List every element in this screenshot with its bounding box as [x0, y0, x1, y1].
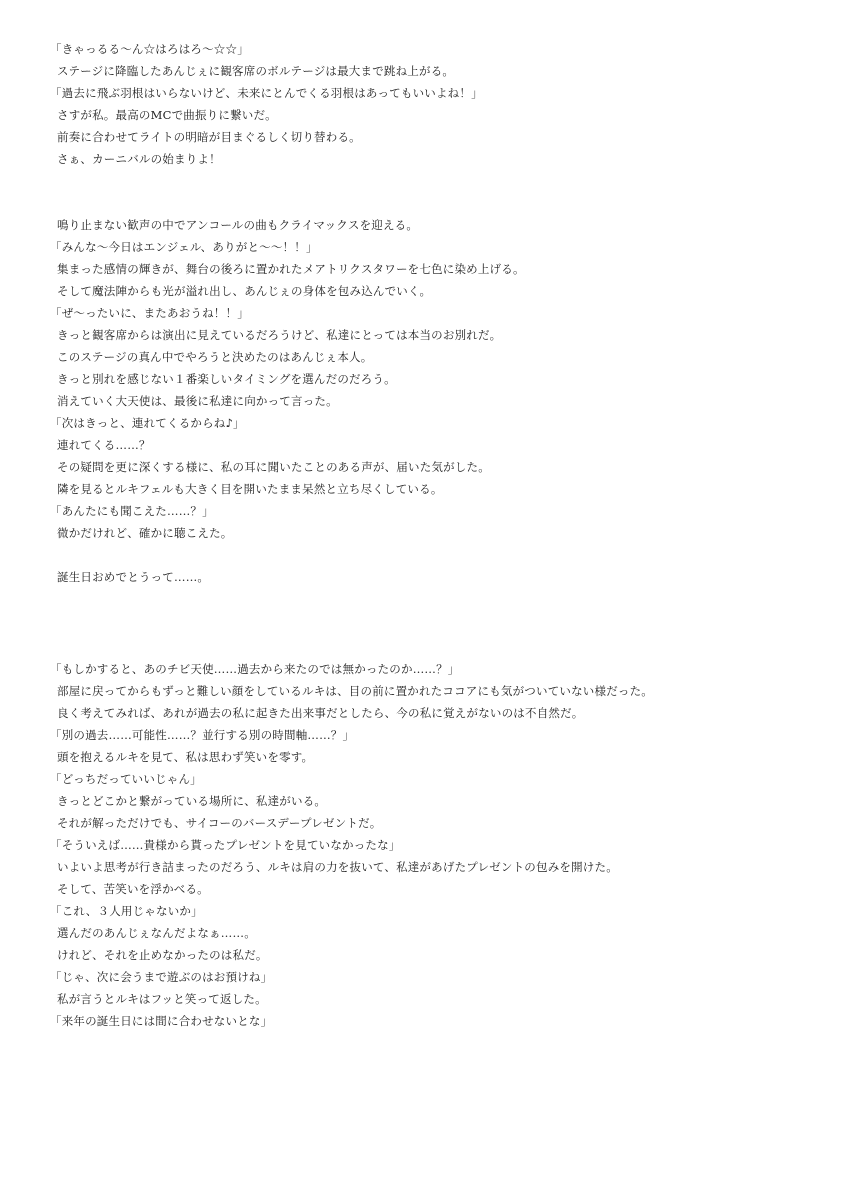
- narration-line: けれど、それを止めなかったのは私だ。: [57, 948, 268, 962]
- narration-line: そして、苦笑いを浮かべる。: [57, 882, 209, 896]
- dialogue-line: 「そういえば……貴様から貰ったプレゼントを見ていなかったな」: [50, 838, 401, 852]
- narration-line: それが解っただけでも、サイコーのバースデープレゼントだ。: [57, 816, 382, 830]
- narration-line: このステージの真ん中でやろうと決めたのはあんじぇ本人。: [57, 350, 373, 364]
- narration-line: 誕生日おめでとうって……。: [57, 570, 210, 584]
- dialogue-line: 「過去に飛ぶ羽根はいらないけど、未来にとんでくる羽根はあってもいいよね！」: [50, 86, 483, 100]
- narration-line: さすが私。最高のMCで曲振りに繋いだ。: [57, 108, 277, 122]
- dialogue-line: 「あんたにも聞こえた……？」: [50, 504, 214, 518]
- dialogue-line: 「別の過去……可能性……？並行する別の時間軸……？」: [50, 728, 355, 742]
- narration-line: そして魔法陣からも光が溢れ出し、あんじぇの身体を包み込んでいく。: [57, 284, 432, 298]
- narration-line: きっとどこかと繋がっている場所に、私達がいる。: [57, 794, 327, 808]
- narration-line: 連れてくる……？: [57, 438, 151, 452]
- narration-line: 私が言うとルキはフッと笑って返した。: [57, 992, 267, 1006]
- story-section-1: [50, 38, 810, 170]
- narration-line: さぁ、カーニバルの始まりよ！: [57, 152, 221, 166]
- narration-line: ステージに降臨したあんじぇに観客席のボルテージは最大まで跳ね上がる。: [57, 64, 455, 78]
- narration-line: 鳴り止まない歓声の中でアンコールの曲もクライマックスを迎える。: [57, 218, 419, 232]
- dialogue-line: 「ぜ〜ったいに、またあおうね！！」: [50, 306, 249, 320]
- dialogue-line: 「来年の誕生日には間に合わせないとな」: [50, 1014, 273, 1028]
- narration-line: 隣を見るとルキフェルも大きく目を開いたまま呆然と立ち尽くしている。: [57, 482, 443, 496]
- blank-line: [50, 544, 810, 566]
- narration-line: きっと観客席からは演出に見えているだろうけど、私達にとっては本当のお別れだ。: [57, 328, 502, 342]
- narration-line: 選んだのあんじぇなんだよなぁ……。: [57, 926, 256, 940]
- story-section-2: [50, 214, 810, 588]
- narration-line: きっと別れを感じない１番楽しいタイミングを選んだのだろう。: [57, 372, 396, 386]
- narration-line: 微かだけれど、確かに聴こえた。: [57, 526, 233, 540]
- dialogue-line: 「どっちだっていいじゃん」: [50, 772, 202, 786]
- dialogue-line: 「みんな〜今日はエンジェル、ありがと〜〜！！」: [50, 240, 318, 254]
- narration-line: 集まった感情の輝きが、舞台の後ろに置かれたメアトリクスタワーを七色に染め上げる。: [57, 262, 525, 276]
- narration-line: 前奏に合わせてライトの明暗が目まぐるしく切り替わる。: [57, 130, 361, 144]
- dialogue-line: 「きゃっるる〜ん☆はろはろ〜☆☆」: [50, 42, 249, 56]
- dialogue-line: 「これ、３人用じゃないか」: [50, 904, 203, 918]
- dialogue-line: 「もしかすると、あのチビ天使……過去から来たのでは無かったのか……？」: [50, 662, 460, 676]
- narration-line: いよいよ思考が行き詰まったのだろう、ルキは肩の力を抜いて、私達があげたプレゼントの包みを開けた。: [57, 860, 618, 874]
- narration-line: その疑問を更に深くする様に、私の耳に聞いたことのある声が、届いた気がした。: [57, 460, 490, 474]
- narration-line: 頭を抱えるルキを見て、私は思わず笑いを零す。: [57, 750, 314, 764]
- story-section-3: [50, 658, 810, 1032]
- narration-line: 部屋に戻ってからもずっと難しい顔をしているルキは、目の前に置かれたココアにも気がついていない様だった。: [57, 684, 654, 698]
- dialogue-line: 「次はきっと、連れてくるからね♪」: [50, 416, 245, 430]
- narration-line: 良く考えてみれば、あれが過去の私に起きた出来事だとしたら、今の私に覚えがないのは不自然だ。: [57, 706, 584, 720]
- dialogue-line: 「じゃ、次に会うまで遊ぶのはお預けね」: [50, 970, 273, 984]
- narration-line: 消えていく大天使は、最後に私達に向かって言った。: [57, 394, 338, 408]
